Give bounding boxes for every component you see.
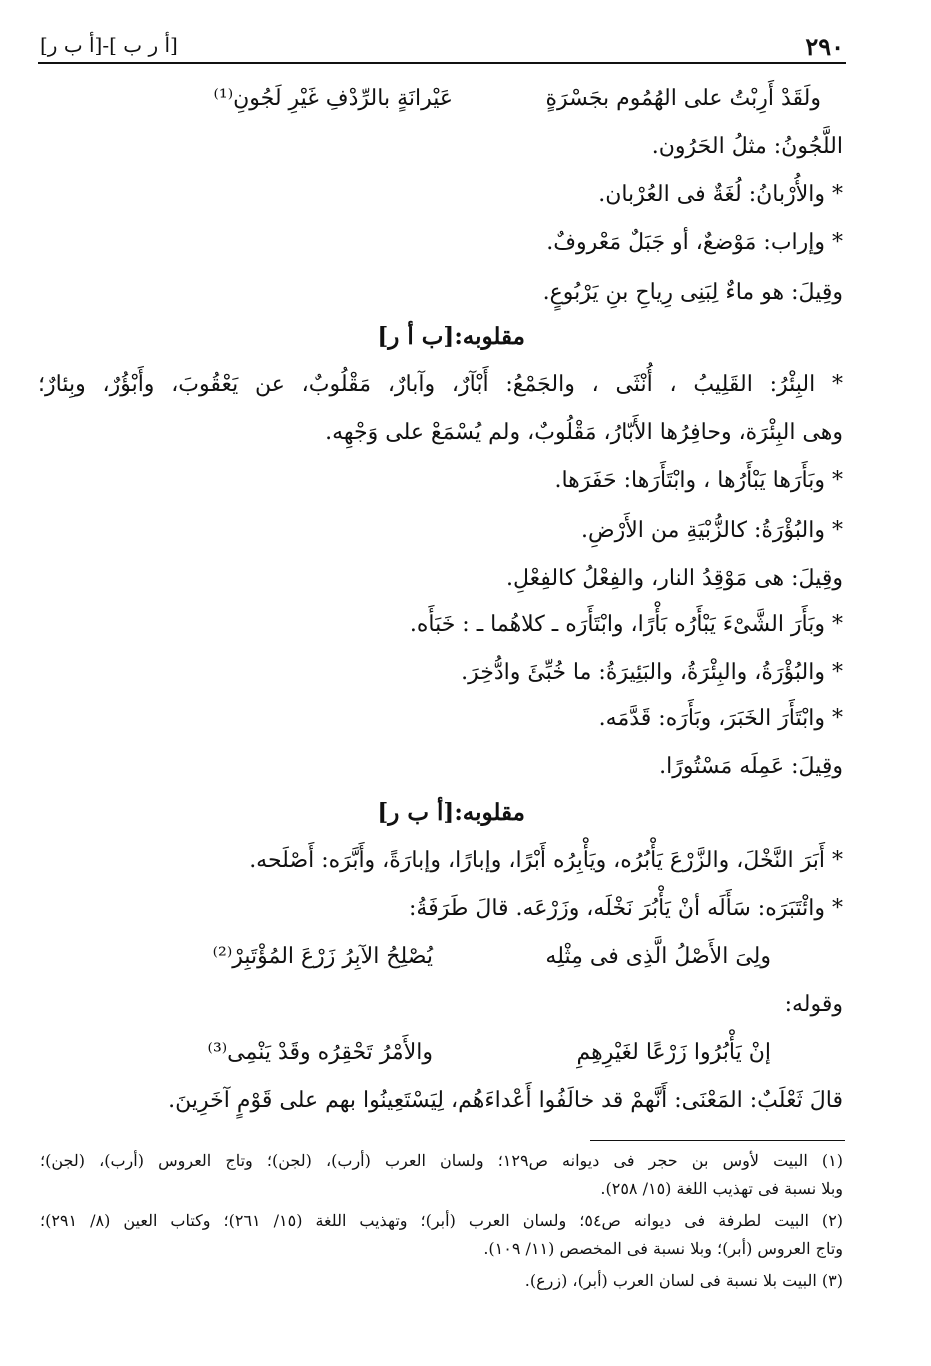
verse2-first-hemistich: ولِىَ الأَصْلُ الَّذِى فى مِثْلِه: [545, 944, 771, 969]
verse1-first-hemistich: ولَقَدْ أَرِبْتُ على الهُمُوم بجَسْرَةٍ: [545, 86, 821, 111]
text-line: * وإراب: مَوْضعٌ، أو جَبَلٌ مَعْروفٌ.: [546, 230, 843, 255]
footnote-rule: [590, 1140, 845, 1141]
page-number: ٢٩٠: [805, 32, 844, 61]
text-line: وقِيلَ: هى مَوْقِدُ النار، والفِعْلُ كالفِعْلِ.: [506, 566, 843, 591]
footnote-3: (٣) البيت بلا نسبة فى لسان العرب (أبر)، (زرع).: [524, 1271, 843, 1290]
footnote-1-continued: وبلا نسبة فى تهذيب اللغة (١٥/ ٢٥٨).: [600, 1179, 843, 1198]
verse3-first-hemistich: إنْ يَأْبُرُوا زَرْعًا لغَيْرِهِمِ: [576, 1040, 771, 1065]
running-head-roots: [أ ر ب ]-[أ ب ر]: [40, 33, 178, 57]
text-line: * والبُؤْرَةُ، والبِئْرَةُ، والبَئِيرَةُ: ما خُبِّئَ وادُّخِرَ.: [461, 660, 843, 685]
text-line: * والأُرْبانُ: لُغَةٌ فى العُرْبان.: [598, 182, 843, 207]
text-line: وقوله:: [784, 992, 843, 1017]
footnote-2: (٢) البيت لطرفة فى ديوانه ص٥٤؛ ولسان العرب (أبر)؛ وتهذيب اللغة (١٥/ ٢٦١)؛ وكتاب العين (٨/ ٢٩١)؛: [40, 1211, 844, 1230]
verse1-second-hemistich: عَيْرانَةٍ بالرِّدْفِ غَيْرِ لَجُونِ⁽¹⁾: [213, 86, 453, 111]
text-line: * وابْتَأَرَ الخَبَرَ، وبَأَرَه: قَدَّمَه.: [598, 706, 843, 731]
text-line: * أَبَرَ النَّخْلَ، والزَّرْعَ يَأْبُرُه، ويَأْبِرُه أَبْرًا، وإبارًا، وإبارَةً، وأَبَّرَه: أَصْلَحه.: [249, 848, 843, 873]
text-line: وقِيلَ: عَمِلَه مَسْتُورًا.: [659, 754, 843, 779]
section-heading: مقلوبه:[أ ب ر]: [377, 799, 525, 826]
header-rule: [38, 62, 846, 64]
text-line: * وبَأَرَ الشَّىْءَ يَبْأَرُه بَأْرًا، وابْتَأَرَه ـ كلاهُما ـ : خَبَأَه.: [409, 612, 843, 637]
text-line: * والبُؤْرَةُ: كالزُّبْيَةِ من الأَرْضِ.: [581, 518, 843, 543]
text-line: اللَّجُونُ: مثلُ الحَرُون.: [651, 134, 843, 159]
text-line: وقِيلَ: هو ماءٌ لِبَنِى رِياحِ بنِ يَرْبُوعٍ.: [542, 280, 843, 305]
footnote-1: (١) البيت لأوس بن حجر فى ديوانه ص١٢٩؛ ولسان العرب (أرب)، (لجن)؛ وتاج العروس (أرب)، (لجن)؛: [40, 1151, 843, 1170]
text-line: وهى البِئْرَة، وحافِرُها الأَبّارُ، مَقْلُوبٌ، ولم يُسْمَعْ على وَجْهِه.: [325, 420, 843, 445]
footnote-2-continued: وتاج العروس (أبر)؛ وبلا نسبة فى المخصص (١١/ ١٠٩).: [483, 1239, 843, 1258]
text-line: * البِئْرُ: القَلِيبُ ، أُنْثَى ، والجَمْعُ: أَبْآرٌ، وآبارٌ، مَقْلُوبٌ، عن يَعْقُوبَ، وأَبْؤُرٌ، وبِئارٌ؛: [38, 372, 843, 397]
text-line: * وبَأَرَها يَبْأَرُها ، وابْتَأَرَها: حَفَرَها.: [554, 468, 843, 493]
verse3-second-hemistich: والأَمْرُ تَحْقِرُه وقَدْ يَنْمِى⁽³⁾: [207, 1040, 433, 1065]
verse2-second-hemistich: يُصْلِحُ الآبِرُ زَرْعَ المُؤْتَبِرْ⁽²⁾: [212, 944, 433, 969]
text-line: * وائْتَبَرَه: سَأَلَه أنْ يَأْبُرَ نَخْلَه، وزَرْعَه. قالَ طَرَفَةُ:: [408, 896, 843, 921]
text-line: قالَ ثَعْلَبٌ: المَعْنَى: أَنَّهمْ قد خالَفُوا أَعْداءَهُم، لِيَسْتَعِينُوا بهم على قَوْمٍ آخَرِينَ.: [168, 1088, 843, 1113]
section-heading: مقلوبه:[ب أ ر]: [377, 323, 525, 350]
